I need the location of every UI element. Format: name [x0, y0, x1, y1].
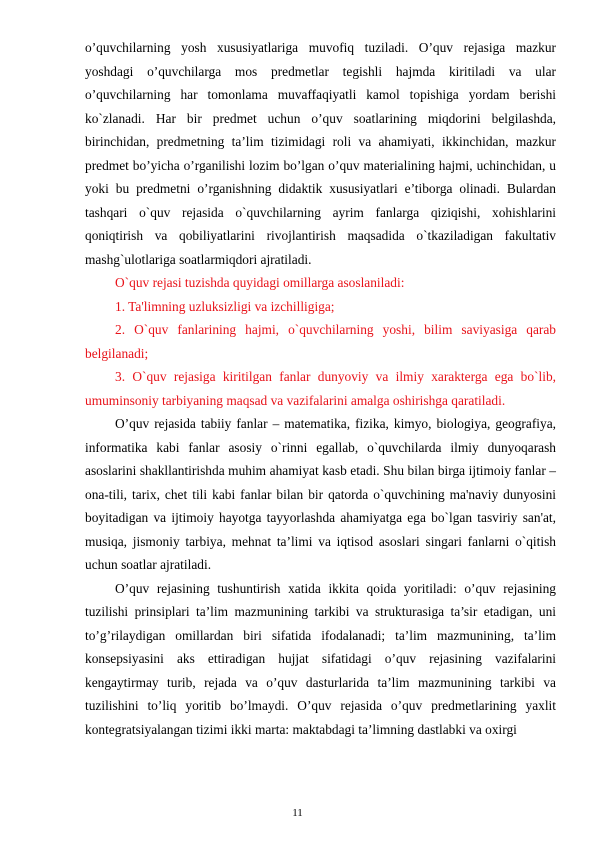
factors-intro: O`quv rejasi tuzishda quyidagi omillarga asoslaniladi: — [115, 275, 405, 290]
body-paragraph-1: o’quvchilarning yosh xususiyatlariga muvofiq tuziladi. O’quv rejasiga mazkur yoshdagi o’quvchilarga mos predmetlar tegishli hajmda kiritiladi va ular o’quvchilarning har tomonlama muvaffaqiyatli kamol topishiga yordam berishi ko`zlanadi. Har bir predmet uchun o’quv soatlarining miqdorini belgilashda, birinchidan, predmetning ta’lim tizimidagi roli va ahamiyati, ikkinchidan, mazkur predmet bo’yicha o’rganilishi lozim bo’lgan o’quv materialining hajmi, uchinchidan, u yoki bu predmetni o’rganishning didaktik xususiyatlari e’tiborga olinadi. Bulardan tashqari o`quv rejasida o`quvchilarning ayrim fanlarga qiziqishi, xohishlarini qoniqtirish va qobiliyatlarini rivojlantirish maqsadida o`tkaziladigan fakultativ mashg`ulotlariga soatlarmiqdori ajratiladi. — [85, 40, 556, 267]
factor-item-3: 3. O`quv rejasiga kiritilgan fanlar dunyoviy va ilmiy xarakterga ega bo`lib, umuminsoniy tarbiyaning maqsad va vazifalarini amalga oshirishga qaratiladi. — [85, 369, 556, 408]
document-page — [85, 36, 556, 741]
factor-item-1: 1. Ta'limning uzluksizligi va izchilligiga; — [115, 298, 335, 314]
factor-item-2: 2. O`quv fanlarining hajmi, o`quvchilarning yoshi, bilim saviyasiga qarab belgilanadi; — [85, 322, 556, 361]
page-number: 11 — [292, 807, 303, 819]
body-paragraph-2: O’quv rejasida tabiiy fanlar – matematika, fizika, kimyo, biologiya, geografiya, informatika kabi fanlar asosiy o`rinni egallab, o`quvchilarda ilmiy dunyoqarash asoslarini shakllantirishda muhim ahamiyat kasb etadi. Shu bilan birga ijtimoiy fanlar – ona-tili, tarix, chet tili kabi fanlar bilan bir qatorda o`quvchining ma'naviy dunyosini boyitadigan va ijtimoiy hayotga tayyorlashda ahamiyatga ega bo`lgan tasviriy san'at, musiqa, jismoniy tarbiya, mehnat ta’limi va iqtisod asoslari singari fanlarni o`qitish uchun soatlar ajratiladi. — [85, 416, 556, 572]
body-paragraph-3: O’quv rejasining tushuntirish xatida ikkita qoida yoritiladi: o’quv rejasining tuzilishi prinsiplari ta’lim mazmunining tarkibi va strukturasiga ta’sir etadigan, uni to’g’rilaydigan omillardan biri sifatida ifodalanadi; ta’lim mazmunining, ta’lim konsepsiyasini aks ettiradigan hujjat sifatidagi o’quv rejasining vazifalarini kengaytirmay turib, rejada va o’quv dasturlarida ta’lim mazmunining tarkibi va tuzilishini to’liq yoritib bo’lmaydi. O’quv rejasida o’quv predmetlarining yaxlit kontegratsiyalangan tizimi ikki marta: maktabdagi ta’limning dastlabki va oxirgi — [85, 580, 556, 737]
